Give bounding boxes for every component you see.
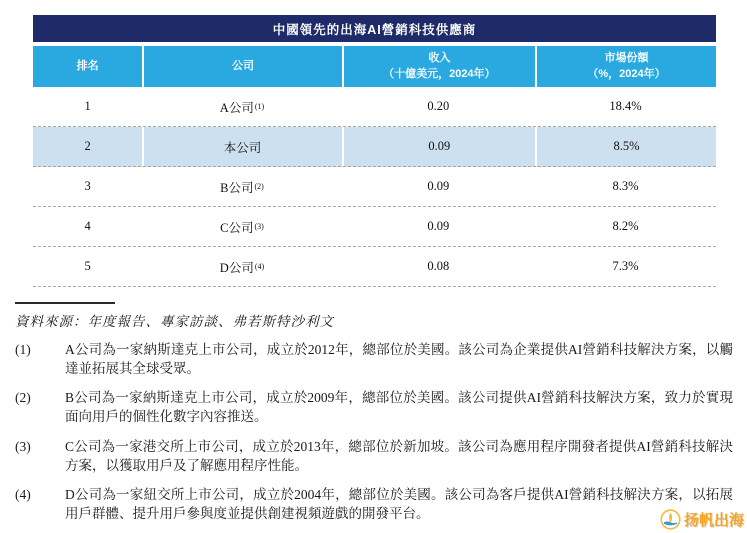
column-header-market-share	[535, 46, 716, 87]
footnote	[15, 388, 739, 426]
table-row-highlighted	[33, 127, 716, 167]
rank-cell: 3	[84, 179, 91, 193]
revenue-cell: 0.09	[427, 179, 450, 193]
rank-cell: 4	[84, 219, 91, 233]
footnote-text: C公司為一家港交所上市公司，成立於2013年，總部位於新加坡。該公司為應用程序開發者提供AI營銷科技解決方案，以獲取用戶及了解應用程序性能。	[65, 438, 733, 473]
share-cell: 8.2%	[612, 219, 639, 233]
footnote	[15, 485, 739, 523]
footnote-number: (2)	[15, 390, 31, 406]
footnote-text: D公司為一家紐交所上市公司，成立於2004年，總部位於美國。該公司為客戶提供AI營銷科技解決方案，以拓展用戶群體、提升用戶參與度並提供創建視頻遊戲的開發平台。	[65, 486, 733, 522]
footnote	[15, 437, 739, 475]
table-row	[33, 167, 716, 207]
share-cell: 7.3%	[612, 259, 639, 273]
column-header-label: 排名	[76, 59, 99, 72]
source-divider-rule	[15, 302, 115, 304]
footnote	[15, 340, 739, 378]
table-row	[33, 207, 716, 247]
table-title: 中國領先的出海AI營銷科技供應商	[33, 15, 716, 42]
company-name: A公司	[219, 100, 254, 115]
column-header-label: 收入	[428, 52, 451, 65]
footnote-text: A公司為一家納斯達克上市公司，成立於2012年，總部位於美國。該公司為企業提供AI營銷科技解決方案，以觸達並拓展其全球受眾。	[65, 342, 733, 377]
company-cell: D公司 (4)	[142, 247, 341, 286]
company-cell	[142, 127, 341, 166]
share-cell: 8.5%	[535, 127, 716, 166]
column-header-sublabel: （十億美元，2024年）	[383, 67, 496, 80]
company-name: D公司	[219, 260, 254, 275]
column-header-company	[142, 46, 341, 87]
company-name: 本公司	[223, 140, 262, 155]
share-cell: 18.4%	[609, 99, 642, 113]
column-header-revenue	[342, 46, 535, 87]
company-cell: A公司 (1)	[142, 87, 341, 126]
column-header-label: 公司	[231, 59, 254, 72]
footnote-number: (4)	[15, 486, 31, 502]
footnotes-section	[15, 340, 739, 533]
rank-cell: 2	[84, 139, 91, 153]
table-row	[33, 247, 716, 287]
sailboat-icon	[660, 509, 681, 530]
source-note: 資料來源：年度報告、專家訪談、弗若斯特沙利文	[15, 314, 334, 329]
revenue-cell: 0.09	[342, 127, 535, 166]
footnote-number: (3)	[15, 438, 31, 454]
table-row	[33, 87, 716, 127]
column-header-rank	[33, 46, 142, 87]
footnote-number: (1)	[15, 342, 31, 357]
company-cell: B公司 (2)	[142, 167, 341, 206]
table-body	[33, 87, 716, 287]
watermark-logo	[660, 509, 744, 530]
table-header-row	[33, 46, 716, 87]
ranking-table	[33, 15, 716, 287]
company-name: B公司	[220, 180, 254, 195]
revenue-cell: 0.20	[427, 99, 450, 113]
rank-cell: 1	[84, 99, 91, 113]
revenue-cell: 0.08	[427, 259, 450, 273]
column-header-label: 市場份額	[604, 52, 649, 65]
company-name: C公司	[220, 220, 254, 235]
footnote-text: B公司為一家納斯達克上市公司，成立於2009年，總部位於美國。該公司提供AI營銷科技解決方案，致力於實現面向用戶的個性化數字內容推送。	[65, 390, 733, 425]
logo-wordmark: 扬帆出海	[683, 512, 744, 529]
column-header-sublabel: （%，2024年）	[587, 67, 666, 80]
rank-cell: 5	[84, 259, 91, 273]
revenue-cell: 0.09	[427, 219, 450, 233]
share-cell: 8.3%	[612, 179, 639, 193]
company-cell: C公司 (3)	[142, 207, 341, 246]
